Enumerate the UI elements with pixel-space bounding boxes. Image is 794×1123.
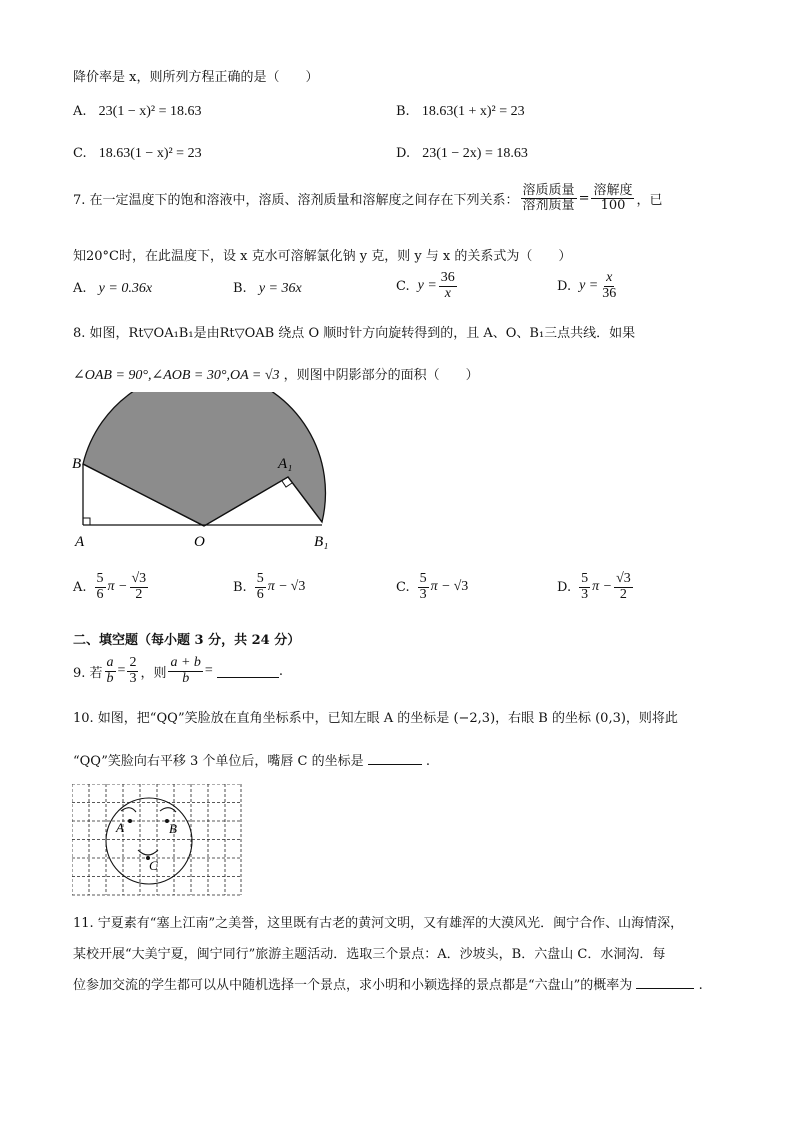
equals-sign: =	[578, 190, 590, 206]
option-label: B.	[396, 104, 410, 119]
option-fraction	[600, 271, 618, 301]
equals-sign: =	[204, 663, 213, 679]
option-label: D.	[396, 146, 411, 161]
q8-option-c[interactable]	[396, 572, 468, 602]
q8-given-math: ∠OAB = 90°,∠AOB = 30°,OA = √3	[73, 368, 280, 383]
frac-num: a + b	[170, 655, 201, 670]
option-label: C.	[396, 579, 410, 595]
option-label: A.	[73, 579, 87, 595]
q10-stem-line1: 10. 如图，把“QQ”笑脸放在直角坐标系中，已知左眼 A 的坐标是 (−2,3)，右眼 B 的坐标 (0,3)，则将此	[73, 711, 678, 726]
q8-stem-line2	[73, 364, 479, 384]
q7-stem	[73, 184, 663, 212]
coef-fraction	[579, 572, 590, 602]
q9-answer-blank[interactable]	[217, 665, 279, 678]
label-b: B	[72, 456, 82, 472]
label-a: A	[75, 534, 85, 550]
q9-stem	[73, 656, 283, 686]
label-o: O	[194, 534, 205, 550]
option-math: 23(1 − 2x) = 18.63	[422, 146, 528, 161]
frac-den: 100	[600, 197, 626, 213]
section-title-fill-blank: 二、填空题（每小题 3 分，共 24 分）	[73, 633, 301, 648]
q9-fraction-23	[127, 656, 138, 686]
option-math: y = 0.36x	[98, 281, 153, 296]
option-label: D.	[557, 579, 572, 595]
q6-option-b[interactable]	[396, 104, 525, 120]
q9-fraction-ab	[105, 656, 116, 686]
frac-den: 6	[96, 586, 104, 602]
option-label: C.	[73, 146, 87, 161]
q8-option-a[interactable]	[73, 572, 150, 602]
q7-option-a[interactable]	[73, 281, 152, 297]
qq-smiley-grid-figure	[72, 784, 242, 896]
option-label: A.	[73, 104, 87, 119]
option-math: 23(1 − x)² = 18.63	[98, 104, 202, 119]
q8-stem-line1: 8. 如图，Rt▽OA₁B₁是由Rt▽OAB 绕点 O 顺时针方向旋转得到的，且 A、O、B₁三点共线．如果	[73, 326, 636, 341]
frac-num: a	[106, 655, 114, 670]
q11-stem-line3	[73, 974, 703, 993]
mouth-curve	[138, 850, 158, 855]
q11-stem-line2: 某校开展“大美宁夏，闽宁同行”旅游主题活动．选取三个景点：A．沙坡头，B．六盘山 C．水洞沟．每	[73, 947, 666, 962]
frac-num: 2	[129, 655, 137, 670]
coef-fraction	[418, 572, 429, 602]
frac-den: b	[106, 670, 114, 686]
rotation-sector-figure	[70, 392, 340, 554]
q6-stem-tail: 降价率是 x，则所列方程正确的是（ ）	[73, 70, 319, 85]
frac-den: 2	[135, 586, 143, 602]
q7-stem-line2: 知20°C时，在此温度下，设 x 克水可溶解氯化钠 y 克，则 y 与 x 的关系式为（ ）	[73, 249, 572, 264]
tail-sqrt: √3	[453, 579, 469, 595]
left-eye-a	[128, 819, 132, 823]
q6-option-a[interactable]	[73, 104, 201, 120]
q6-option-c[interactable]	[73, 146, 202, 162]
label-a1: A₁	[278, 456, 293, 472]
option-lhs: y =	[579, 278, 599, 294]
option-label: B.	[233, 281, 247, 296]
option-math: 18.63(1 + x)² = 23	[421, 104, 525, 119]
option-math: y = 36x	[258, 281, 302, 296]
q9-fraction-target	[168, 656, 202, 686]
q7-option-c[interactable]	[396, 271, 459, 301]
q8-given-text: ，则图中阴影部分的面积（ ）	[283, 368, 479, 383]
frac-num: 5	[419, 571, 427, 586]
label-c: C	[149, 858, 158, 873]
frac-num: √3	[616, 571, 631, 586]
pi-minus: π −	[430, 579, 451, 595]
q10-end: .	[425, 754, 431, 769]
q9-end: .	[278, 663, 283, 679]
q10-stem-line2	[73, 750, 430, 769]
frac-num: 溶解度	[593, 183, 633, 198]
frac-num: 5	[256, 571, 264, 586]
q9-prefix: 9. 若	[73, 665, 103, 681]
frac-den: 3	[419, 586, 427, 602]
q11-end: .	[698, 978, 703, 993]
q11-answer-blank[interactable]	[636, 976, 694, 989]
frac-den: 3	[581, 586, 589, 602]
tail-fraction	[130, 572, 149, 602]
q8-option-b[interactable]	[233, 572, 305, 602]
label-a: A	[116, 820, 124, 835]
q6-option-d[interactable]	[396, 146, 528, 162]
option-math: 18.63(1 − x)² = 23	[98, 146, 202, 161]
frac-num: 溶质质量	[522, 183, 575, 198]
option-label: C.	[396, 278, 410, 294]
pi-minus: π −	[107, 579, 128, 595]
option-label: A.	[73, 281, 87, 296]
q7-fraction-mass	[521, 184, 577, 212]
right-angle-mark-a1	[282, 481, 292, 487]
q9-mid: ，则	[140, 665, 167, 681]
coef-fraction	[95, 572, 106, 602]
q11-stem-line1: 11. 宁夏素有“塞上江南”之美誉，这里既有古老的黄河文明，又有雄浑的大漠风光．闽宁合作、山海情深，	[73, 916, 684, 931]
q11-line3-text: 位参加交流的学生都可以从中随机选择一个景点，求小明和小颖选择的景点都是“六盘山”的概率为	[73, 978, 633, 993]
label-b: B	[169, 821, 177, 836]
q7-fraction-solubility	[591, 184, 634, 212]
option-lhs: y =	[417, 278, 437, 294]
q7-option-b[interactable]	[233, 281, 302, 297]
pi-minus: π −	[592, 579, 613, 595]
frac-den: 36	[602, 285, 617, 301]
option-fraction	[439, 271, 457, 301]
right-angle-mark-a	[83, 518, 90, 525]
coef-fraction	[255, 572, 266, 602]
frac-num: √3	[131, 571, 147, 586]
frac-num: x	[606, 270, 613, 285]
frac-den: 6	[256, 586, 264, 602]
frac-den: 2	[619, 586, 627, 602]
q10-answer-blank[interactable]	[368, 752, 422, 765]
q7-stem-part1: 7. 在一定温度下的饱和溶液中，溶质、溶剂质量和溶解度之间存在下列关系：	[73, 192, 519, 208]
frac-den: x	[444, 285, 451, 301]
option-label: D.	[557, 278, 572, 294]
tail-sqrt: √3	[290, 579, 306, 595]
q7-option-d[interactable]	[557, 271, 620, 301]
label-b1: B₁	[314, 534, 329, 550]
equals-sign: =	[117, 663, 126, 679]
grid-lines	[72, 784, 241, 895]
q7-stem-part2: ，已	[636, 192, 663, 208]
pi-minus: π −	[267, 579, 288, 595]
tail-fraction	[614, 572, 633, 602]
frac-den: 溶剂质量	[522, 197, 575, 213]
option-label: B.	[233, 579, 247, 595]
frac-num: 36	[440, 270, 455, 285]
frac-den: 3	[129, 670, 137, 686]
q8-option-d[interactable]	[557, 572, 635, 602]
frac-num: 5	[96, 571, 104, 586]
q10-line2-text: “QQ”笑脸向右平移 3 个单位后，嘴唇 C 的坐标是	[73, 754, 364, 769]
frac-num: 5	[581, 571, 589, 586]
frac-den: b	[182, 670, 190, 686]
